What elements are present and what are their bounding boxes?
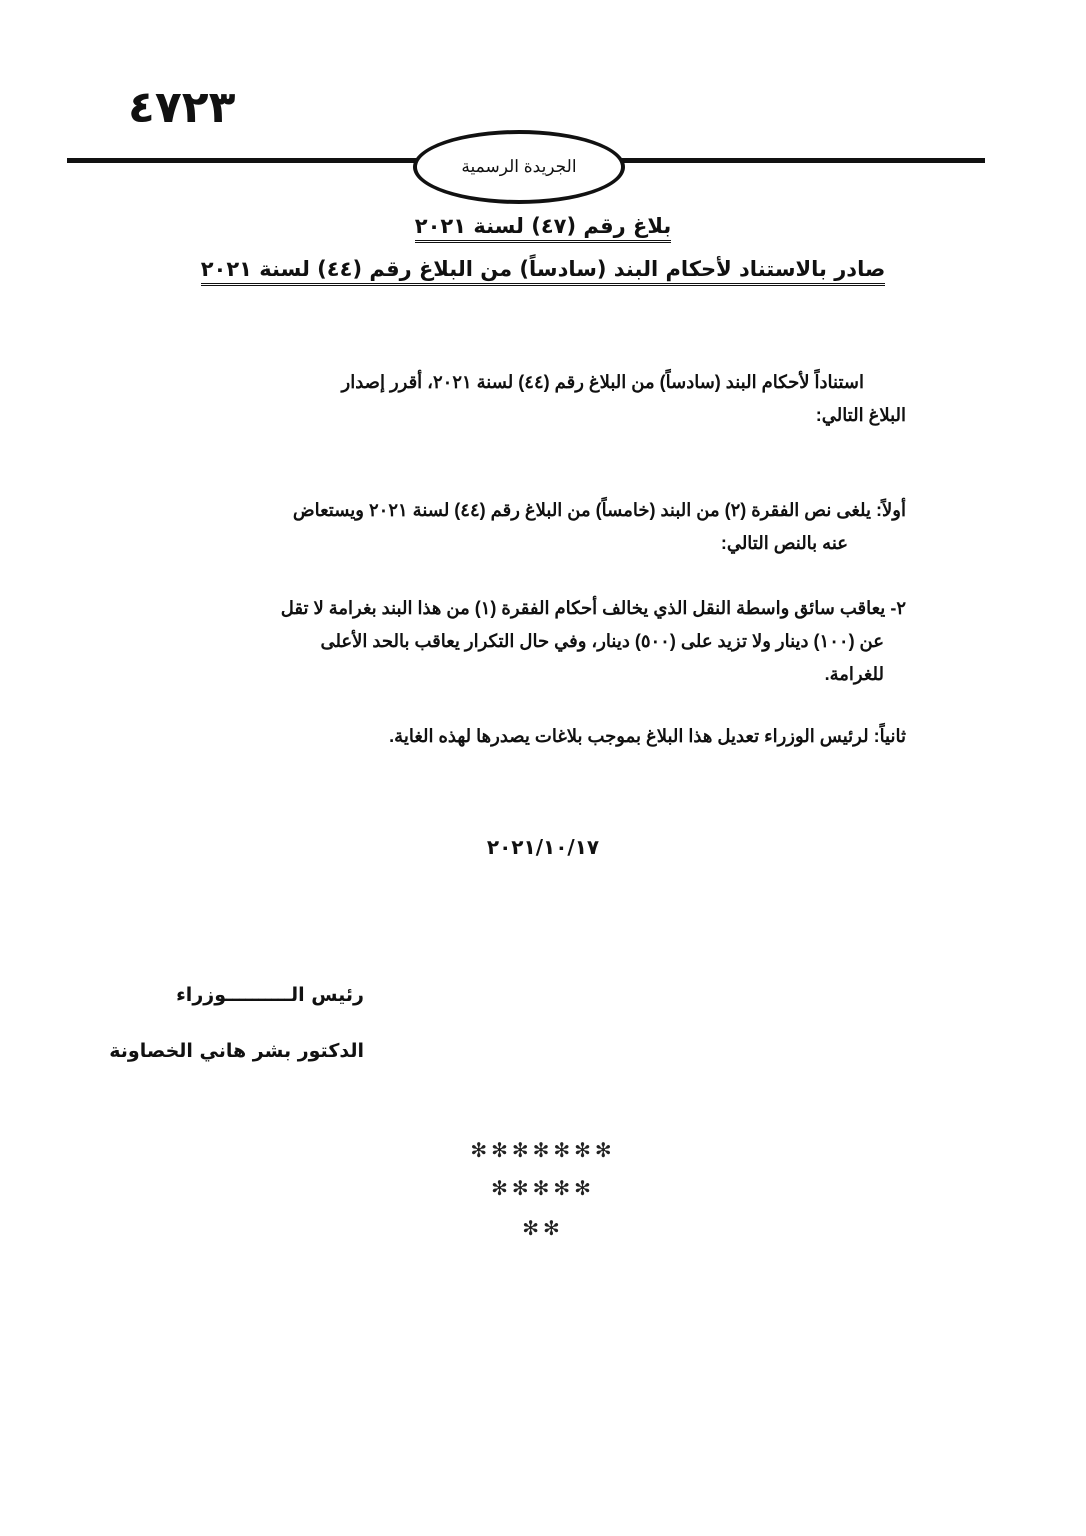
- page-number: ٤٧٢٣: [128, 82, 236, 133]
- clause-first-line-1: يلغى نص الفقرة (٢) من البند (خامساً) من البلاغ رقم (٤٤) لسنة ٢٠٢١ ويستعاض: [292, 500, 872, 520]
- issue-date: ٢٠٢١/١٠/١٧: [486, 835, 600, 859]
- clause-first: [130, 494, 906, 560]
- clause-second-text: لرئيس الوزراء تعديل هذا البلاغ بموجب بلاغات يصدرها لهذه الغاية.: [389, 726, 869, 746]
- intro-paragraph: [130, 366, 906, 432]
- clause-second: [130, 720, 906, 753]
- document-subtitle: [0, 257, 1086, 286]
- signatory-name: الدكتور بشر هاني الخصاونة: [109, 1040, 364, 1062]
- separator-stars-row-1: ✻✻✻✻✻✻✻: [470, 1138, 616, 1162]
- masthead-label: الجريدة الرسمية: [461, 157, 577, 176]
- item-number: ٢-: [890, 598, 906, 618]
- separator-stars-row-3: ✻✻: [522, 1216, 564, 1240]
- intro-line-1: استناداً لأحكام البند (سادساً) من البلاغ رقم (٤٤) لسنة ٢٠٢١، أقرر إصدار: [341, 372, 864, 392]
- clause-first-label: أولاً:: [876, 500, 906, 520]
- separator-stars-row-2: ✻✻✻✻✻: [491, 1176, 595, 1200]
- signatory-title: رئيس الــــــــــوزراء: [176, 984, 364, 1006]
- masthead-oval: [413, 130, 625, 204]
- title-line-1: بلاغ رقم (٤٧) لسنة ٢٠٢١: [415, 214, 671, 243]
- document-title: [0, 214, 1086, 243]
- clause-item-2: [130, 592, 906, 691]
- intro-line-2: البلاغ التالي:: [815, 405, 906, 425]
- title-line-2: صادر بالاستناد لأحكام البند (سادساً) من البلاغ رقم (٤٤) لسنة ٢٠٢١: [201, 257, 886, 286]
- item-line-3: للغرامة.: [824, 664, 884, 684]
- clause-second-label: ثانياً:: [873, 726, 906, 746]
- item-line-1: يعاقب سائق واسطة النقل الذي يخالف أحكام الفقرة (١) من هذا البند بغرامة لا تقل: [280, 598, 886, 618]
- item-line-2: عن (١٠٠) دينار ولا تزيد على (٥٠٠) دينار، وفي حال التكرار يعاقب بالحد الأعلى: [320, 631, 884, 651]
- clause-first-line-2: عنه بالنص التالي:: [720, 533, 848, 553]
